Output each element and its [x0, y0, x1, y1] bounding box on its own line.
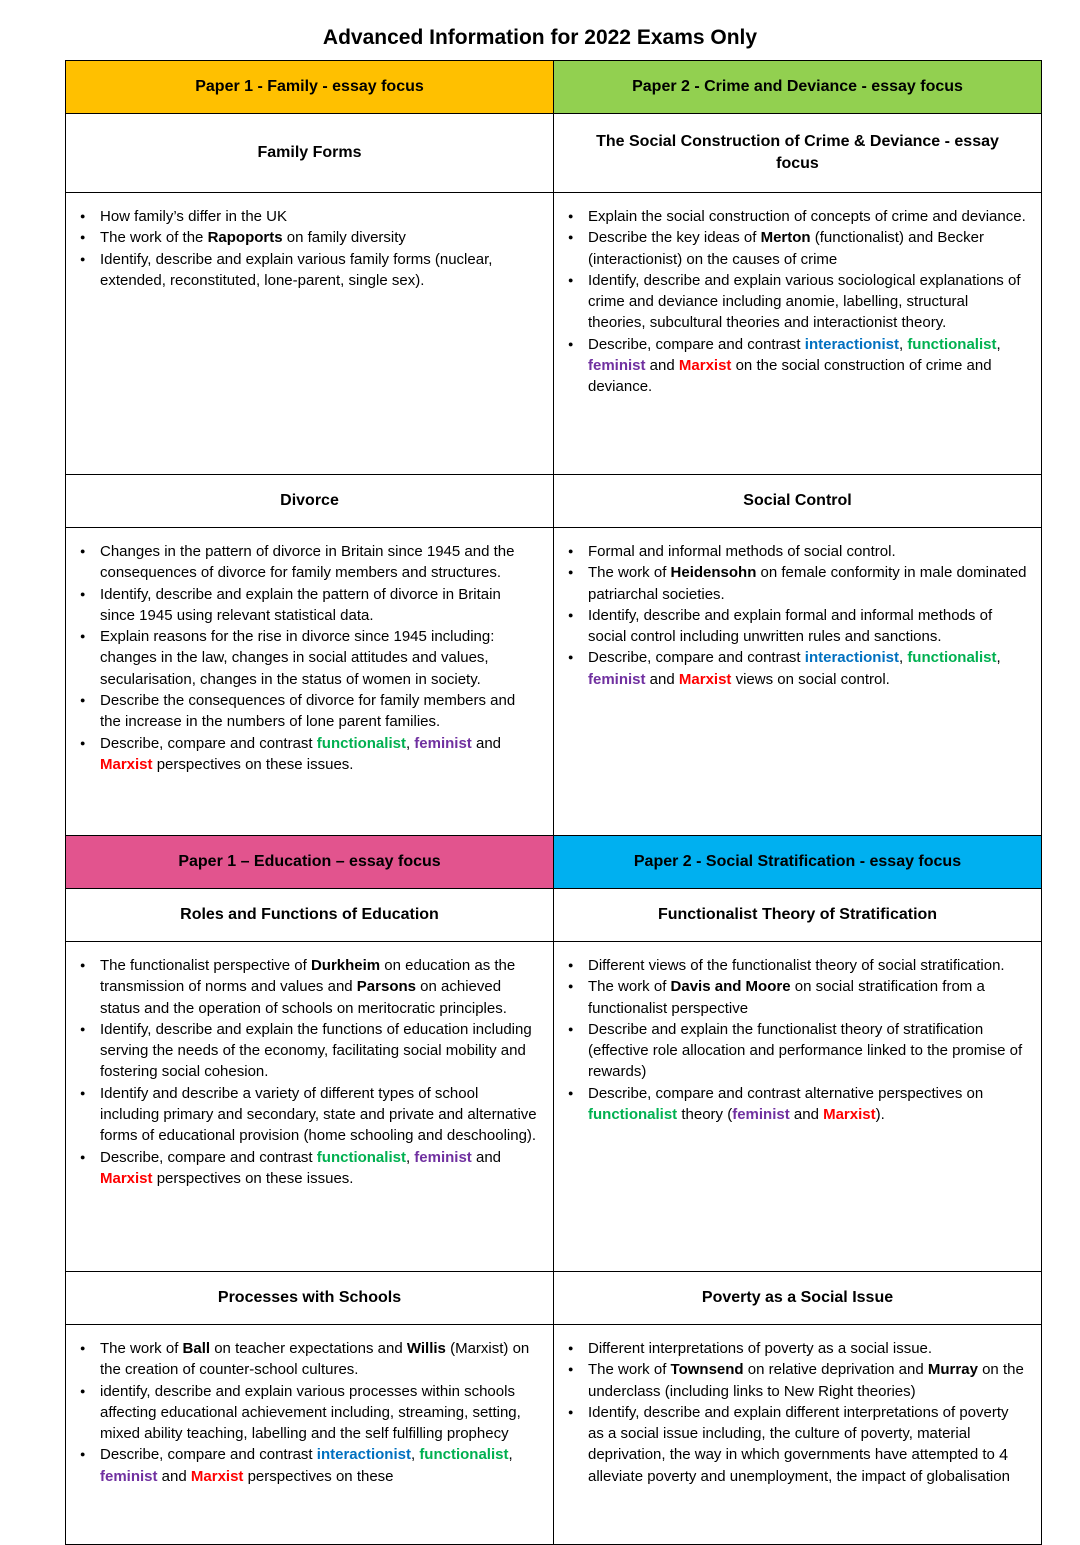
- bullet-text: Describe, compare and contrast interactionist, functionalist, feminist and Marxist views on social control.: [588, 649, 1001, 688]
- bullet-item: [568, 541, 1027, 562]
- bullet-text: Describe the key ideas of Merton (functionalist) and Becker (interactionist) on the causes of crime: [588, 229, 985, 268]
- table-row-section-header: [66, 475, 1042, 528]
- bullet-text: The functionalist perspective of Durkheim on education as the transmission of norms and values and Parsons on achieved status and the operation of schools on meritocratic principles.: [100, 957, 516, 1017]
- bullet-text: Explain reasons for the rise in divorce since 1945 including: changes in the law, changes in social attitudes and values, secularisation, changes in the status of women in society.: [100, 628, 495, 688]
- bullet-text: Explain the social construction of concepts of crime and deviance.: [588, 208, 1026, 225]
- table-row-content: [66, 528, 1042, 836]
- bullet-marker: ●: [568, 274, 574, 285]
- bullet-text: Identify, describe and explain formal and informal methods of social control including unwritten rules and sanctions.: [588, 606, 993, 646]
- bullet-marker: ●: [568, 211, 574, 221]
- table-row-section-header: [66, 889, 1042, 942]
- bullet-item: [80, 1444, 539, 1487]
- bullet-marker: ●: [80, 1343, 86, 1353]
- bullet-item: [80, 584, 539, 627]
- content-cell: [66, 942, 554, 1272]
- bullet-item: [568, 647, 1027, 690]
- section-header-cell: The Social Construction of Crime & Deviance - essay focus: [554, 114, 1042, 193]
- bullet-text: Identify, describe and explain various family forms (nuclear, extended, reconstituted, lone-parent, single sex).: [100, 250, 493, 289]
- bullet-item: [80, 733, 539, 776]
- bullet-text: The work of Davis and Moore on social stratification from a functionalist perspective: [588, 978, 985, 1017]
- section-header-cell: Family Forms: [66, 114, 554, 193]
- bullet-marker: ●: [80, 253, 86, 264]
- page-number: 4: [999, 1447, 1008, 1464]
- bullet-text: Describe, compare and contrast functionalist, feminist and Marxist perspectives on these issues.: [100, 1148, 502, 1187]
- bullet-marker: ●: [80, 232, 86, 243]
- bullet-text: Describe, compare and contrast interactionist, functionalist, feminist and Marxist on the social construction of crime and deviance.: [588, 335, 1001, 396]
- bullet-text: How family’s differ in the UK: [100, 208, 288, 225]
- bullet-marker: ●: [568, 1087, 574, 1098]
- bullet-item: [568, 1019, 1027, 1083]
- bullet-item: [568, 562, 1027, 605]
- section-header-cell: Social Control: [554, 475, 1042, 528]
- content-cell: [554, 942, 1042, 1272]
- bullet-item: [568, 206, 1027, 227]
- paper-header-cell: Paper 1 – Education – essay focus: [66, 836, 554, 889]
- content-cell: [554, 1325, 1042, 1545]
- content-cell: [66, 193, 554, 475]
- paper-header-cell: Paper 2 - Social Stratification - essay focus: [554, 836, 1042, 889]
- bullet-marker: ●: [568, 1023, 574, 1034]
- bullet-item: [80, 249, 539, 292]
- table-row-content: [66, 1325, 1042, 1545]
- bullet-marker: ●: [80, 737, 86, 748]
- table-row-paper-header: [66, 61, 1042, 114]
- bullet-text: Describe, compare and contrast functionalist, feminist and Marxist perspectives on these issues.: [100, 734, 502, 773]
- bullet-text: Identify, describe and explain different interpretations of poverty as a social issue including, the culture of poverty, material deprivation, the way in which governments have attempted to alleviate poverty and unemployment, the impact of globalisation: [588, 1403, 1010, 1485]
- bullet-item: [80, 1147, 539, 1190]
- content-cell: [66, 528, 554, 836]
- bullet-text: Different interpretations of poverty as a social issue.: [588, 1340, 933, 1357]
- bullet-item: [80, 541, 539, 584]
- section-header-cell: Roles and Functions of Education: [66, 889, 554, 942]
- bullet-text: Changes in the pattern of divorce in Britain since 1945 and the consequences of divorce for family members and structures.: [100, 543, 515, 582]
- bullet-marker: ●: [568, 1406, 574, 1417]
- exam-table: [65, 60, 1042, 1545]
- bullet-item: [568, 976, 1027, 1019]
- bullet-text: Identify and describe a variety of different types of school including primary and secondary, state and private and alternative forms of educational provision (home schooling and deschooling).: [100, 1084, 537, 1145]
- bullet-item: [568, 334, 1027, 398]
- bullet-item: [80, 206, 539, 227]
- bullet-item: [80, 1019, 539, 1083]
- bullet-text: Describe the consequences of divorce for family members and the increase in the numbers of lone parent families.: [100, 692, 516, 731]
- bullet-marker: ●: [568, 546, 574, 556]
- bullet-text: Identify, describe and explain the pattern of divorce in Britain since 1945 using relevant statistical data.: [100, 585, 501, 624]
- table-row-section-header: [66, 1272, 1042, 1325]
- exam-table-body: [66, 61, 1042, 1545]
- bullet-marker: ●: [80, 211, 86, 221]
- section-header-cell: Poverty as a Social Issue: [554, 1272, 1042, 1325]
- bullet-item: [568, 270, 1027, 334]
- section-header-cell: Processes with Schools: [66, 1272, 554, 1325]
- content-cell: [554, 528, 1042, 836]
- table-row-section-header: [66, 114, 1042, 193]
- bullet-marker: ●: [568, 1364, 574, 1375]
- section-header-cell: Functionalist Theory of Stratification: [554, 889, 1042, 942]
- bullet-marker: ●: [80, 695, 86, 706]
- bullet-marker: ●: [568, 609, 574, 620]
- bullet-item: [80, 1381, 539, 1445]
- page-title: Advanced Information for 2022 Exams Only: [322, 26, 758, 49]
- bullet-marker: ●: [80, 631, 86, 642]
- bullet-text: Identify, describe and explain the functions of education including serving the needs of the economy, facilitating social mobility and fostering social cohesion.: [100, 1020, 532, 1081]
- table-row-content: [66, 193, 1042, 475]
- content-cell: [554, 193, 1042, 475]
- bullet-text: The work of Ball on teacher expectations and Willis (Marxist) on the creation of counter-school cultures.: [100, 1340, 530, 1379]
- bullet-text: Different views of the functionalist theory of social stratification.: [588, 957, 1005, 974]
- bullet-item: [568, 1338, 1027, 1359]
- bullet-marker: ●: [568, 232, 574, 243]
- bullet-text: Formal and informal methods of social control.: [588, 543, 896, 560]
- table-row-content: [66, 942, 1042, 1272]
- bullet-marker: ●: [568, 652, 574, 663]
- bullet-marker: ●: [568, 1343, 574, 1353]
- bullet-marker: ●: [80, 588, 86, 599]
- bullet-text: The work of the Rapoports on family diversity: [100, 229, 406, 247]
- bullet-item: [80, 690, 539, 733]
- bullet-text: The work of Heidensohn on female conformity in male dominated patriarchal societies.: [588, 564, 1027, 603]
- bullet-item: [568, 227, 1027, 270]
- bullet-marker: ●: [80, 1151, 86, 1162]
- bullet-marker: ●: [80, 1449, 86, 1460]
- bullet-text: Describe, compare and contrast interactionist, functionalist, feminist and Marxist perspectives on these: [100, 1446, 513, 1485]
- paper-header-cell: Paper 1 - Family - essay focus: [66, 61, 554, 114]
- bullet-item: [568, 1083, 1027, 1126]
- paper-header-cell: Paper 2 - Crime and Deviance - essay focus: [554, 61, 1042, 114]
- bullet-item: [568, 955, 1027, 976]
- table-row-paper-header: [66, 836, 1042, 889]
- bullet-marker: ●: [80, 1023, 86, 1034]
- content-cell: [66, 1325, 554, 1545]
- bullet-marker: ●: [568, 981, 574, 992]
- bullet-marker: ●: [568, 338, 574, 349]
- bullet-item: [80, 1338, 539, 1381]
- bullet-item: [80, 955, 539, 1019]
- bullet-item: [568, 1359, 1027, 1402]
- bullet-item: [80, 227, 539, 248]
- bullet-item: [568, 605, 1027, 648]
- bullet-text: identify, describe and explain various processes within schools affecting educational achievement including, streaming, setting, mixed ability teaching, labelling and the self fulfilling prophecy: [100, 1382, 521, 1443]
- section-header-cell: Divorce: [66, 475, 554, 528]
- bullet-text: Describe, compare and contrast alternative perspectives on functionalist theory (feminist and Marxist).: [588, 1084, 984, 1124]
- bullet-text: Identify, describe and explain various sociological explanations of crime and deviance including anomie, labelling, structural theories, subcultural theories and interactionist theory.: [588, 271, 1021, 332]
- bullet-marker: ●: [80, 1385, 86, 1396]
- bullet-item: [568, 1402, 1027, 1487]
- bullet-marker: ●: [568, 567, 574, 578]
- bullet-item: [80, 626, 539, 690]
- bullet-marker: ●: [80, 960, 86, 970]
- bullet-marker: ●: [568, 960, 574, 970]
- bullet-item: [80, 1083, 539, 1147]
- bullet-marker: ●: [80, 1087, 86, 1098]
- bullet-marker: ●: [80, 546, 86, 556]
- bullet-text: The work of Townsend on relative deprivation and Murray on the underclass (including links to New Right theories): [588, 1361, 1024, 1400]
- bullet-text: Describe and explain the functionalist theory of stratification (effective role allocation and performance linked to the promise of rewards): [588, 1020, 1023, 1081]
